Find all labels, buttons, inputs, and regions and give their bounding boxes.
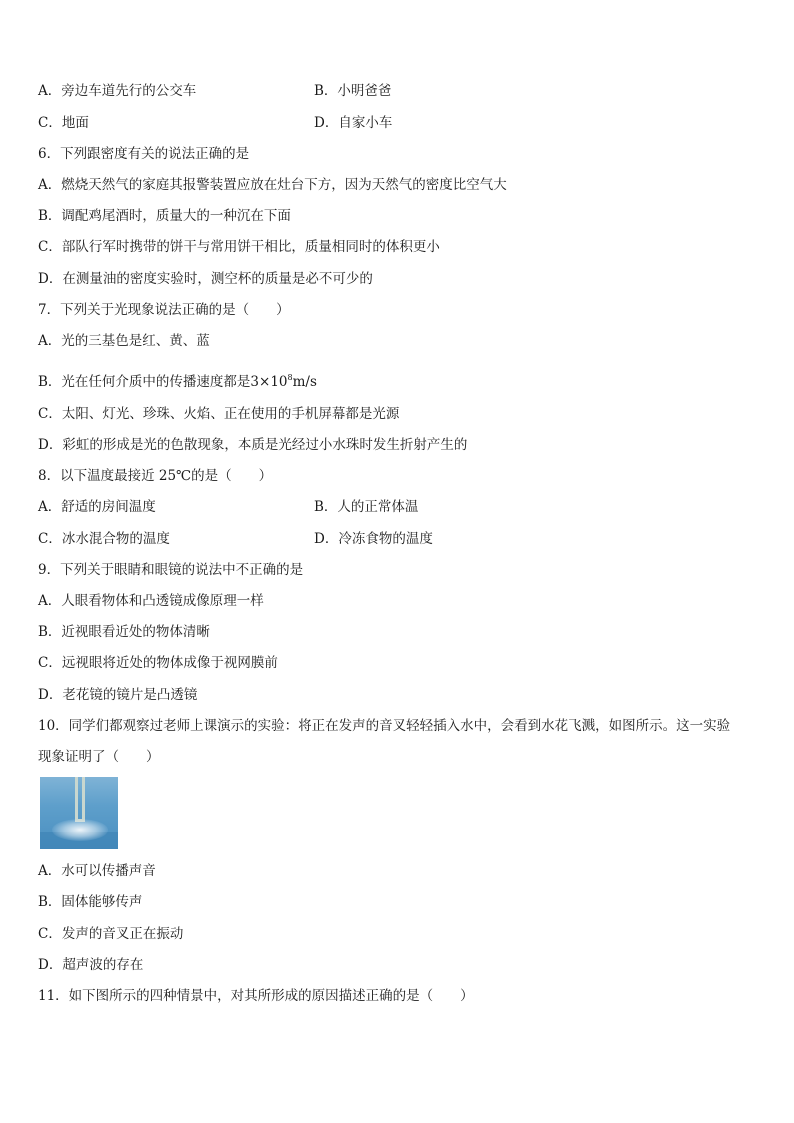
q8-option-d: D．冷冻食物的温度: [314, 531, 433, 547]
q5-option-a: A．旁边车道先行的公交车: [38, 83, 197, 99]
q7-option-a: A．光的三基色是红、黄、蓝: [38, 333, 210, 349]
q9-option-a: A．人眼看物体和凸透镜成像原理一样: [38, 593, 264, 609]
q8-option-b: B．人的正常体温: [314, 499, 419, 515]
q9-option-d: D．老花镜的镜片是凸透镜: [38, 687, 198, 703]
q8-stem: 8．以下温度最接近 25℃的是（ ）: [38, 468, 273, 484]
q9-option-c: C．远视眼将近处的物体成像于视网膜前: [38, 655, 278, 671]
q10-stem-line1: 10．同学们都观察过老师上课演示的实验：将正在发声的音叉轻轻插入水中，会看到水花飞溅，如图所示。这一实验: [38, 718, 731, 734]
q10-option-a: A．水可以传播声音: [38, 863, 156, 879]
q9-stem: 9．下列关于眼睛和眼镜的说法中不正确的是: [38, 562, 304, 578]
q7-option-c: C．太阳、灯光、珍珠、火焰、正在使用的手机屏幕都是光源: [38, 406, 400, 422]
q7-speed-base: 3×10: [250, 374, 288, 390]
q6-option-b: B．调配鸡尾酒时，质量大的一种沉在下面: [38, 208, 291, 224]
q7-option-d: D．彩虹的形成是光的色散现象，本质是光经过小水珠时发生折射产生的: [38, 437, 468, 453]
q8-option-a: A．舒适的房间温度: [38, 499, 156, 515]
q7-option-b: [38, 369, 317, 391]
q7-speed-unit: m/s: [292, 374, 317, 390]
q7-stem: 7．下列关于光现象说法正确的是（ ）: [38, 302, 290, 318]
q11-stem: 11．如下图所示的四种情景中，对其所形成的原因描述正确的是（ ）: [38, 988, 474, 1004]
q9-option-b: B．近视眼看近处的物体清晰: [38, 624, 210, 640]
q6-option-d: D．在测量油的密度实验时，测空杯的质量是必不可少的: [38, 271, 373, 287]
q8-option-c: C．冰水混合物的温度: [38, 531, 170, 547]
tuning-fork-prong-left: [75, 777, 78, 822]
q6-option-c: C．部队行军时携带的饼干与常用饼干相比，质量相同时的体积更小: [38, 239, 440, 255]
q5-option-d: D．自家小车: [314, 115, 393, 131]
tuning-fork-water-photo: [40, 777, 118, 849]
tuning-fork-prong-right: [82, 777, 85, 822]
q6-option-a: A．燃烧天然气的家庭其报警装置应放在灶台下方，因为天然气的密度比空气大: [38, 177, 507, 193]
q10-option-d: D．超声波的存在: [38, 957, 144, 973]
q10-option-b: B．固体能够传声: [38, 894, 143, 910]
water-splash: [52, 819, 108, 841]
q7-speed-exponent: 8: [287, 373, 293, 382]
q5-option-c: C．地面: [38, 115, 89, 131]
q10-stem-line2: 现象证明了（ ）: [38, 749, 160, 765]
q10-option-c: C．发声的音叉正在振动: [38, 926, 184, 942]
q5-option-b: B．小明爸爸: [314, 83, 392, 99]
q7-option-b-text: B．光在任何介质中的传播速度都是: [38, 374, 251, 390]
q6-stem: 6．下列跟密度有关的说法正确的是: [38, 146, 250, 162]
